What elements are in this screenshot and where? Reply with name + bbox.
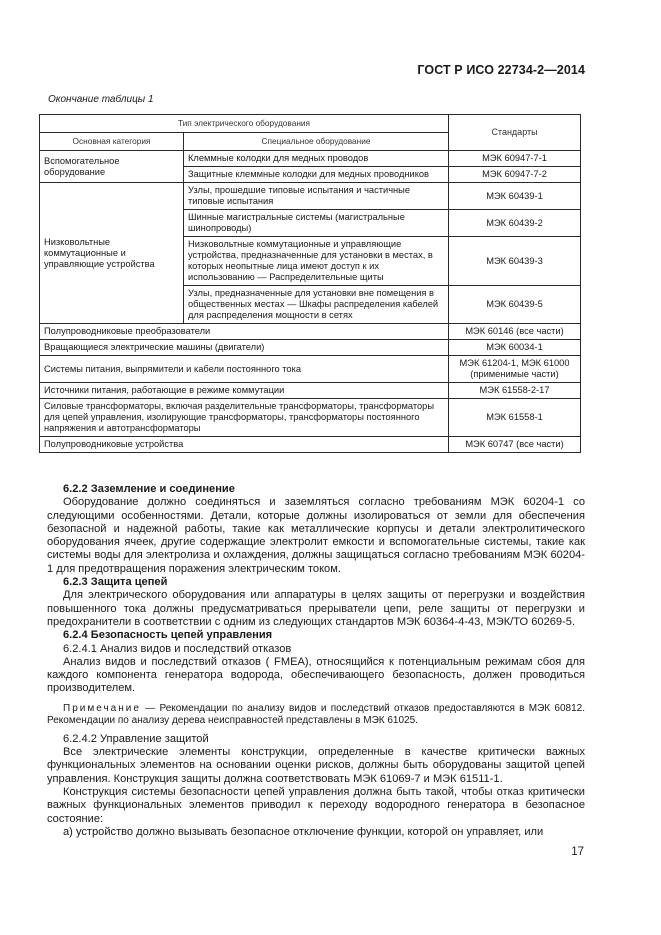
table-row (40, 383, 581, 399)
subsection-heading-6-2-4-2: 6.2.4.2 Управление защитой (63, 732, 209, 745)
equipment-cell: Защитные клеммные колодки для медных проводников (184, 167, 449, 183)
table-header-row (40, 115, 581, 133)
equipment-cell: Шинные магистральные системы (магистральные шинопроводы) (184, 210, 449, 237)
standard-cell: МЭК 60439-2 (449, 210, 581, 237)
table-row (40, 356, 581, 383)
section-heading-6-2-3: 6.2.3 Защита цепей (63, 576, 168, 589)
main-category-header: Основная категория (40, 133, 184, 151)
standard-cell: МЭК 61558-1 (449, 399, 581, 437)
category-cell: Вспомогательное оборудование (40, 151, 184, 183)
note (47, 703, 585, 727)
equipment-standards-table (39, 114, 581, 453)
table-row (40, 324, 581, 340)
standard-cell: МЭК 60439-5 (449, 286, 581, 324)
equipment-cell: Полупроводниковые преобразователи (40, 324, 449, 340)
standard-cell: МЭК 60947-7-2 (449, 167, 581, 183)
standard-cell: МЭК 60747 (все части) (449, 437, 581, 453)
body-text (47, 483, 585, 839)
table-row (40, 437, 581, 453)
standard-cell: МЭК 60439-3 (449, 237, 581, 286)
paragraph: Анализ видов и последствий отказов ( FMEA), относящийся к потенциальным режимам сбоя для каждого компонента генератора водорода, обеспечивающего безопасность, должен проводиться производителем. (47, 655, 585, 695)
table-caption: Окончание таблицы 1 (48, 94, 154, 105)
document-code: ГОСТ Р ИСО 22734-2—2014 (417, 63, 585, 77)
paragraph: Для электрического оборудования или аппаратуры в целях защиты от перегрузки и воздействия повышенного тока должны предусматриваться прерыватели цепи, реле защиты от перегрузки и предохранители в соответствии с одним из следующих стандартов МЭК 60364-4-43, МЭК/ТО 60269-5. (47, 589, 585, 628)
note-label: Примечание (63, 702, 141, 714)
table-row (40, 183, 581, 210)
paragraph: а) устройство должно вызывать безопасное отключение функции, которой он управляет, или (63, 825, 544, 838)
standard-cell: МЭК 60034-1 (449, 340, 581, 356)
equipment-cell: Силовые трансформаторы, включая разделительные трансформаторы, трансформаторы для цепей управления, изолирующие трансформаторы, трансформаторы постоянного напряжения и автотрансформаторы (40, 399, 449, 437)
paragraph: Оборудование должно соединяться и заземляться согласно требованиям МЭК 60204-1 со следующими особенностями. Детали, которые должны изолироваться от земли для обеспечения безопасной и надежной работы, такие как металлические корпусы и детали электролитического оборудования ячеек, другие содержащие электролит емкости и вспомогательные системы, такие как системы воды для электролиза и охлаждения, должны защищаться согласно требованиям МЭК 60204-1 для предотвращения поражения электрическим током. (47, 496, 585, 575)
table-row (40, 399, 581, 437)
equipment-cell: Узлы, предназначенные для установки вне помещения в общественных местах — Шкафы распределения кабелей для распределения мощности в сетях (184, 286, 449, 324)
standard-cell: МЭК 60146 (все части) (449, 324, 581, 340)
equipment-cell: Низковольтные коммутационные и управляющие устройства, предназначенные для установки в местах, в которых неопытные лица имеют доступ к их использованию — Распределительные щиты (184, 237, 449, 286)
equipment-cell: Клеммные колодки для медных проводов (184, 151, 449, 167)
table-row (40, 340, 581, 356)
paragraph: Все электрические элементы конструкции, определенные в качестве критически важных функциональных элементов на основании оценки рисков, должны быть оборудованы защитой цепей управления. Конструкция защиты должна соответствовать МЭК 61069-7 и МЭК 61511-1. (47, 746, 585, 785)
paragraph: Конструкция системы безопасности цепей управления должна быть такой, чтобы отказ критически важных функциональных элементов приводил к переходу водородного генератора в безопасное состояние: (47, 785, 585, 825)
section-heading-6-2-2: 6.2.2 Заземление и соединение (63, 483, 235, 495)
subsection-heading-6-2-4-1: 6.2.4.1 Анализ видов и последствий отказов (63, 642, 292, 655)
group-header: Тип электрического оборудования (40, 115, 449, 133)
standards-header: Стандарты (449, 115, 581, 151)
standard-cell: МЭК 61204-1, МЭК 61000 (применимые части) (449, 356, 581, 383)
standard-cell: МЭК 61558-2-17 (449, 383, 581, 399)
standard-cell: МЭК 60947-7-1 (449, 151, 581, 167)
table-row (40, 151, 581, 167)
equipment-cell: Системы питания, выпрямители и кабели постоянного тока (40, 356, 449, 383)
standard-cell: МЭК 60439-1 (449, 183, 581, 210)
equipment-cell: Источники питания, работающие в режиме коммутации (40, 383, 449, 399)
equipment-cell: Полупроводниковые устройства (40, 437, 449, 453)
equipment-cell: Узлы, прошедшие типовые испытания и частичные типовые испытания (184, 183, 449, 210)
category-cell: Низковольтные коммутационные и управляющие устройства (40, 183, 184, 324)
note-text: — Рекомендации по анализу видов и последствий отказов предоставляются в МЭК 60812. Рекомендации по анализу дерева неисправностей представлены в МЭК 61025. (47, 702, 585, 726)
section-heading-6-2-4: 6.2.4 Безопасность цепей управления (63, 629, 273, 642)
special-equipment-header: Специальное оборудование (184, 133, 449, 151)
page-number: 17 (571, 846, 584, 858)
equipment-cell: Вращающиеся электрические машины (двигатели) (40, 340, 449, 356)
